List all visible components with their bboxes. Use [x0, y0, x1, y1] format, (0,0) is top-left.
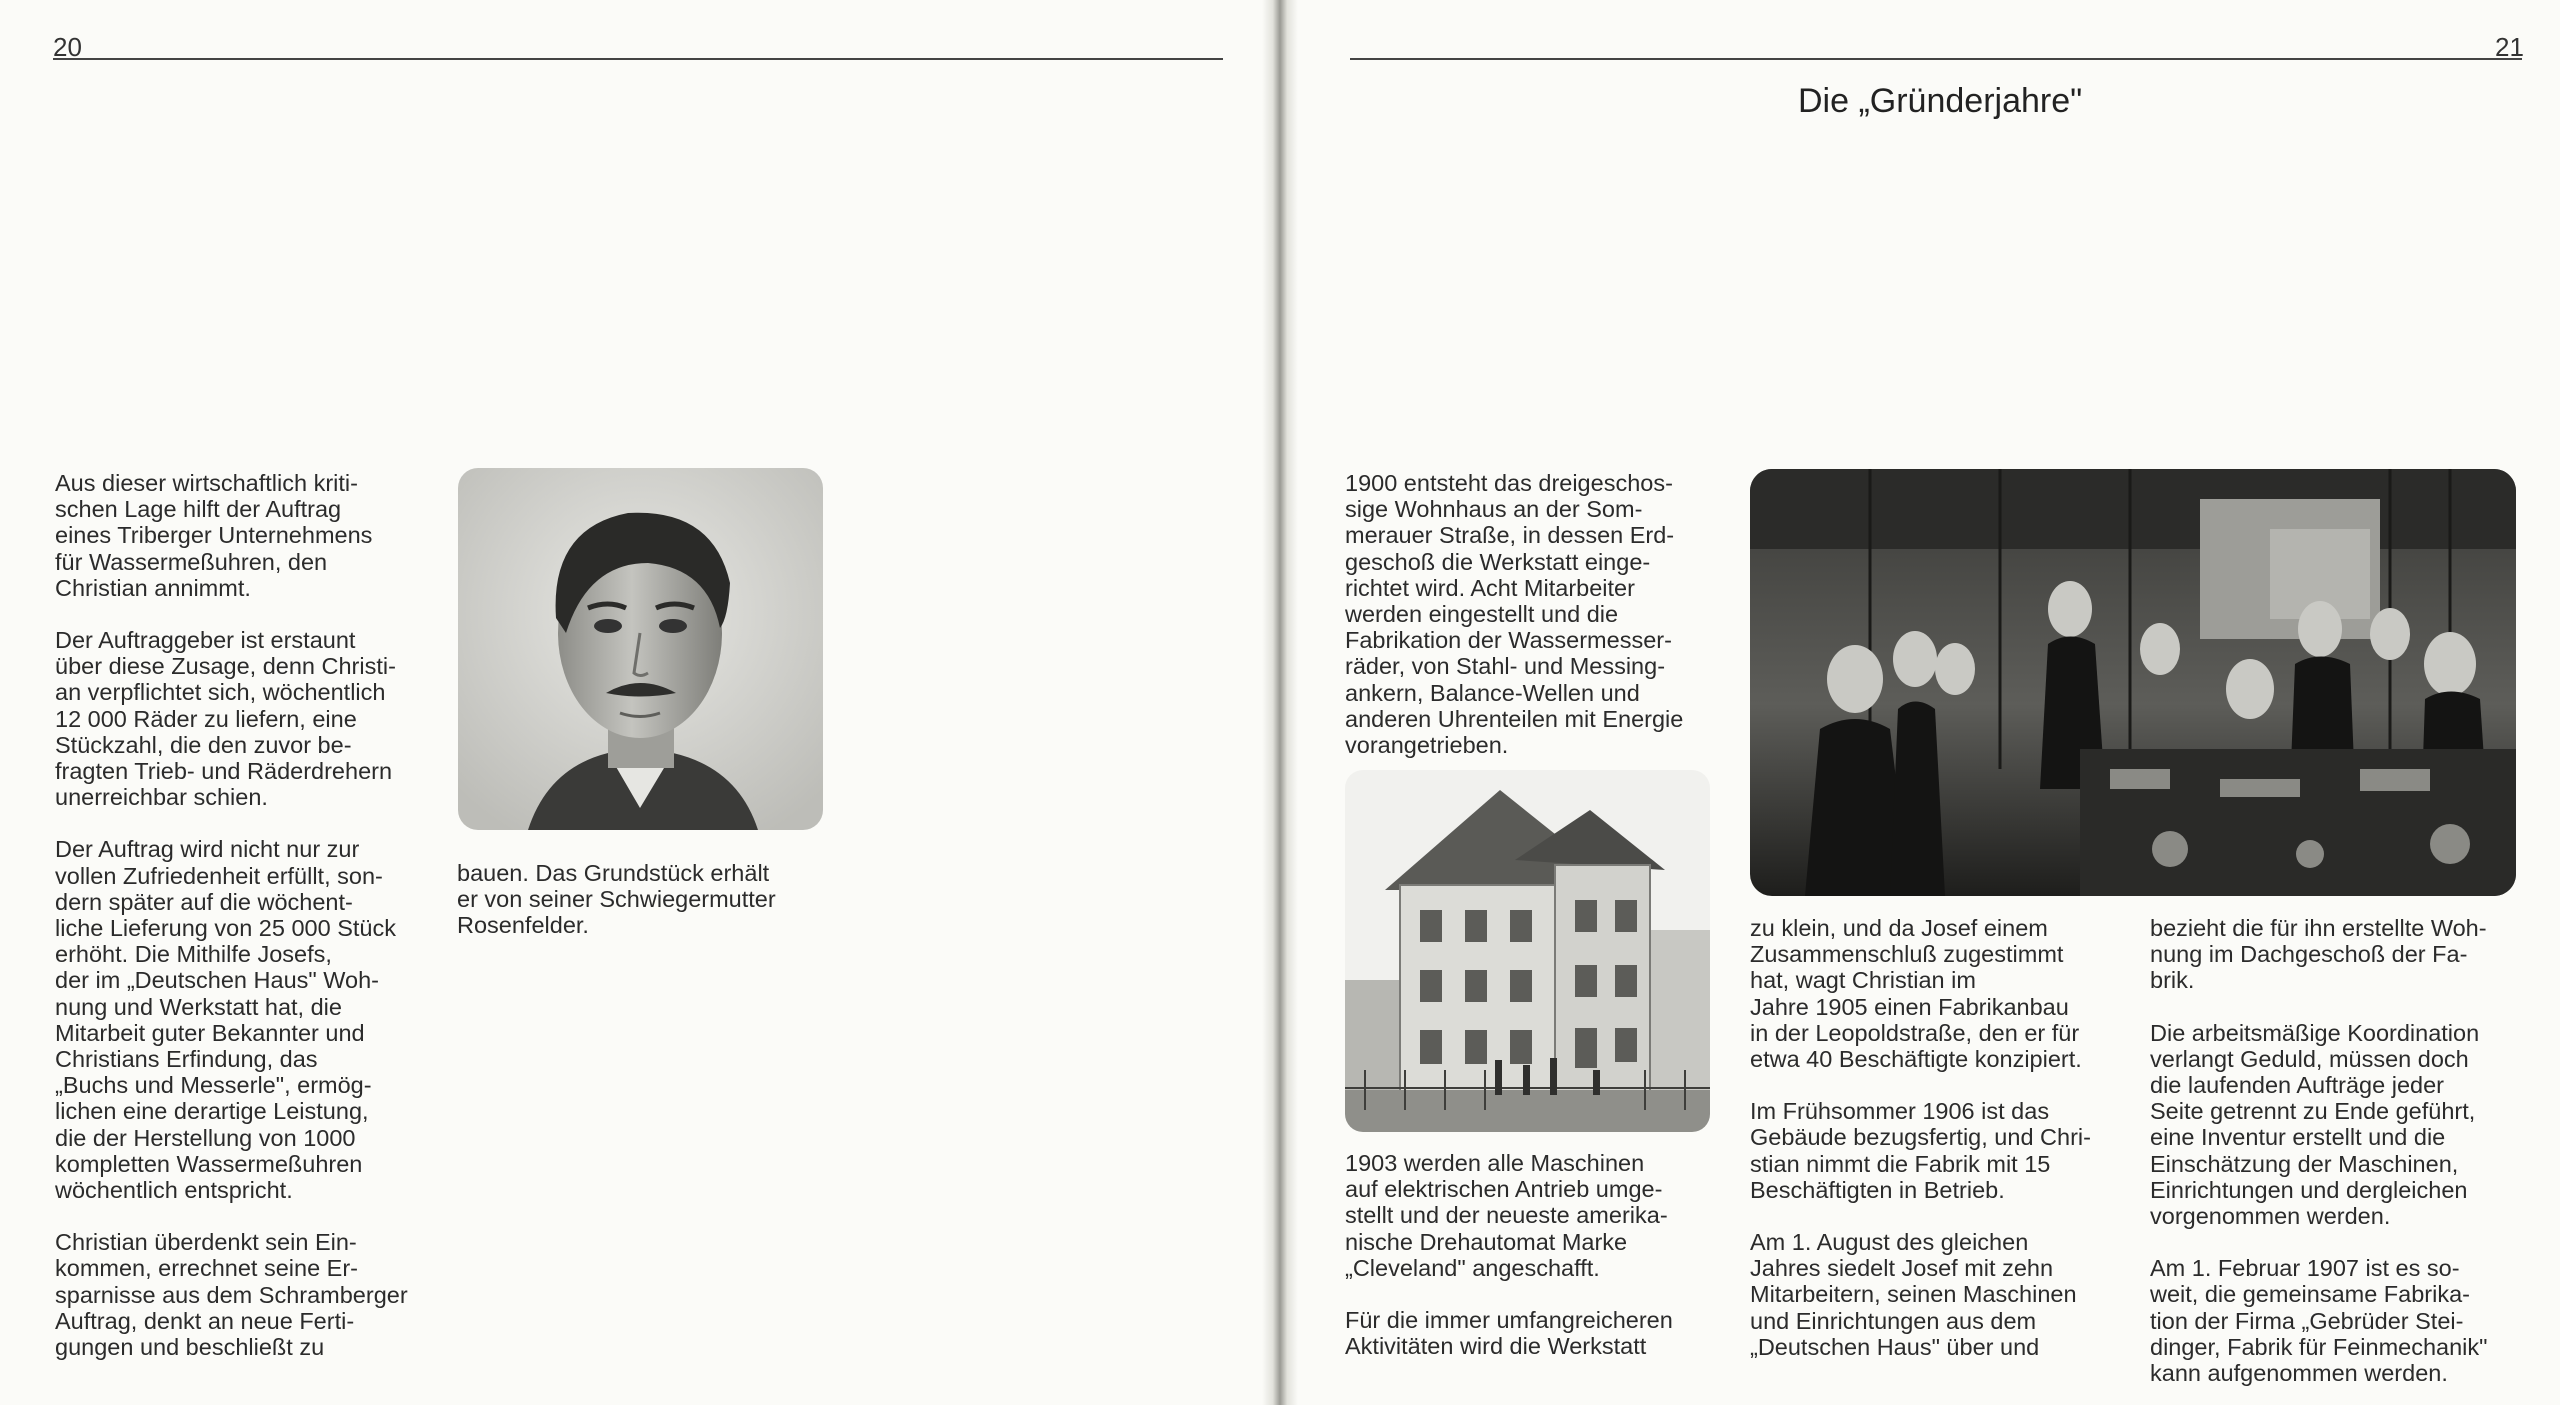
paragraph	[2150, 915, 2488, 994]
text-line: Aus dieser wirtschaftlich kriti-	[55, 470, 358, 496]
house-photo	[1345, 770, 1710, 1132]
paragraph	[1750, 915, 2091, 1072]
text-line: zu klein, und da Josef einem	[1750, 915, 2048, 941]
text-line: eine Inventur erstellt und die	[2150, 1124, 2446, 1151]
text-line: kompletten Wassermeßuhren	[55, 1150, 363, 1177]
workshop-photo	[1750, 469, 2516, 896]
text-line: lichen eine derartige Leistung,	[55, 1098, 369, 1125]
text-line: für Wassermeßuhren, den	[55, 548, 328, 575]
text-line: Seite getrennt zu Ende geführt,	[2150, 1098, 2476, 1125]
paragraph	[1750, 1229, 2091, 1360]
text-line: richtet wird. Acht Mitarbeiter	[1345, 574, 1635, 601]
text-line: nische Drehautomat Marke	[1345, 1228, 1628, 1255]
text-line: Gebäude bezugsfertig, und Chri-	[1750, 1124, 2091, 1151]
paragraph	[1345, 470, 1683, 758]
text-line: 1903 werden alle Maschinen	[1345, 1150, 1645, 1176]
text-line: vorgenommen werden.	[2150, 1203, 2391, 1230]
text-line: brik.	[2150, 967, 2195, 994]
text-line: merauer Straße, in dessen Erd-	[1345, 522, 1675, 549]
text-line: an verpflichtet sich, wöchentlich	[55, 679, 386, 706]
right-column-1-bottom	[1345, 1150, 1673, 1359]
text-line: erhöht. Die Mithilfe Josefs,	[55, 941, 332, 968]
text-line: 1900 entsteht das dreigeschos-	[1345, 470, 1673, 496]
right-column-2	[1750, 915, 2091, 1360]
text-line: in der Leopoldstraße, den er für	[1750, 1019, 2080, 1046]
text-line: die der Herstellung von 1000	[55, 1124, 356, 1151]
header-rule-right	[1350, 58, 2522, 60]
text-line: Jahres siedelt Josef mit zehn	[1750, 1255, 2054, 1282]
text-line: die laufenden Aufträge jeder	[2150, 1072, 2444, 1099]
text-line: Beschäftigten in Betrieb.	[1750, 1176, 2005, 1203]
text-line: sige Wohnhaus an der Som-	[1345, 496, 1643, 523]
paragraph	[2150, 1255, 2488, 1386]
text-line: liche Lieferung von 25 000 Stück	[55, 915, 396, 942]
text-line: fragten Trieb- und Räderdrehern	[55, 758, 393, 785]
text-line: Einschätzung der Maschinen,	[2150, 1150, 2459, 1177]
text-line: Aktivitäten wird die Werkstatt	[1345, 1333, 1647, 1360]
text-line: bauen. Das Grundstück erhält	[457, 860, 770, 886]
text-line: Im Frühsommer 1906 ist das	[1750, 1098, 2050, 1125]
text-line: Der Auftraggeber ist erstaunt	[55, 627, 356, 654]
text-line: Am 1. Februar 1907 ist es so-	[2150, 1255, 2460, 1282]
chapter-title: Die „Gründerjahre"	[1798, 82, 2083, 120]
text-line: Jahre 1905 einen Fabrikanbau	[1750, 993, 2069, 1020]
paragraph	[1750, 1098, 2091, 1203]
text-line: Zusammenschluß zugestimmt	[1750, 941, 2064, 968]
page-number-right: 21	[2495, 32, 2524, 62]
right-column-3	[2150, 915, 2488, 1386]
text-line: werden eingestellt und die	[1345, 601, 1619, 628]
text-line: 12 000 Räder zu liefern, eine	[55, 705, 357, 732]
paragraph	[2150, 1020, 2488, 1230]
text-line: hat, wagt Christian im	[1750, 967, 1976, 994]
text-line: Christian annimmt.	[55, 574, 251, 601]
text-line: geschoß die Werkstatt einge-	[1345, 548, 1651, 575]
right-column-1-top	[1345, 470, 1683, 758]
text-line: Mitarbeitern, seinen Maschinen	[1750, 1281, 2077, 1308]
text-line: unerreichbar schien.	[55, 784, 268, 811]
paragraph	[55, 470, 408, 601]
text-line: nung im Dachgeschoß der Fa-	[2150, 941, 2468, 968]
text-line: Die arbeitsmäßige Koordination	[2150, 1019, 2480, 1046]
text-line: weit, die gemeinsame Fabrika-	[2150, 1281, 2470, 1308]
text-line: kommen, errechnet seine Er-	[55, 1255, 359, 1282]
text-line: kann aufgenommen werden.	[2150, 1360, 2448, 1387]
text-line: ankern, Balance-Wellen und	[1345, 679, 1640, 706]
text-line: Auftrag, denkt an neue Ferti-	[55, 1307, 355, 1334]
text-line: verlangt Geduld, müssen doch	[2150, 1045, 2469, 1072]
text-line: der im „Deutschen Haus" Woh-	[55, 967, 379, 994]
text-line: vorangetrieben.	[1345, 732, 1509, 759]
text-line: vollen Zufriedenheit erfüllt, son-	[55, 862, 383, 889]
text-line: Einrichtungen und dergleichen	[2150, 1176, 2468, 1203]
text-line: stellt und der neueste amerika-	[1345, 1202, 1668, 1229]
text-line: dinger, Fabrik für Feinmechanik"	[2150, 1333, 2488, 1360]
text-line: „Deutschen Haus" über und	[1750, 1333, 2040, 1360]
text-line: etwa 40 Beschäftigte konzipiert.	[1750, 1046, 2082, 1073]
text-line: über diese Zusage, denn Christi-	[55, 653, 396, 680]
text-line: gungen und beschließt zu	[55, 1334, 325, 1361]
text-line: er von seiner Schwiegermutter	[457, 886, 776, 913]
paragraph	[457, 860, 776, 939]
text-line: auf elektrischen Antrieb umge-	[1345, 1176, 1663, 1203]
header-rule-left	[53, 58, 1223, 60]
left-column-1	[55, 470, 408, 1360]
text-line: Fabrikation der Wassermesser-	[1345, 627, 1672, 654]
text-line: Der Auftrag wird nicht nur zur	[55, 836, 360, 863]
text-line: anderen Uhrenteilen mit Energie	[1345, 705, 1684, 732]
paragraph	[1345, 1307, 1673, 1359]
text-line: schen Lage hilft der Auftrag	[55, 496, 342, 523]
text-line: und Einrichtungen aus dem	[1750, 1307, 2037, 1334]
text-line: wöchentlich entspricht.	[55, 1177, 293, 1204]
text-line: tion der Firma „Gebrüder Stei-	[2150, 1307, 2464, 1334]
text-line: Christians Erfindung, das	[55, 1046, 318, 1073]
text-line: Christian überdenkt sein Ein-	[55, 1229, 357, 1256]
text-line: Mitarbeit guter Bekannter und	[55, 1019, 365, 1046]
text-line: Rosenfelder.	[457, 912, 589, 939]
text-line: dern später auf die wöchent-	[55, 888, 353, 915]
text-line: Am 1. August des gleichen	[1750, 1229, 2029, 1256]
text-line: „Buchs und Messerle", ermög-	[55, 1072, 372, 1099]
text-line: eines Triberger Unternehmens	[55, 522, 373, 549]
paragraph	[55, 627, 408, 810]
paragraph	[55, 836, 408, 1203]
text-line: Stückzahl, die den zuvor be-	[55, 731, 352, 758]
paragraph	[1345, 1150, 1673, 1281]
text-line: nung und Werkstatt hat, die	[55, 993, 342, 1020]
text-line: räder, von Stahl- und Messing-	[1345, 653, 1666, 680]
text-line: sparnisse aus dem Schramberger	[55, 1281, 408, 1308]
page-number-left: 20	[53, 32, 82, 62]
text-line: Für die immer umfangreicheren	[1345, 1307, 1673, 1334]
paragraph	[55, 1229, 408, 1360]
text-line: bezieht die für ihn erstellte Woh-	[2150, 915, 2487, 941]
book-gutter	[1262, 0, 1298, 1405]
text-line: „Cleveland" angeschafft.	[1345, 1254, 1600, 1281]
text-line: stian nimmt die Fabrik mit 15	[1750, 1150, 2051, 1177]
left-column-2	[457, 860, 776, 939]
portrait-photo	[458, 468, 823, 830]
